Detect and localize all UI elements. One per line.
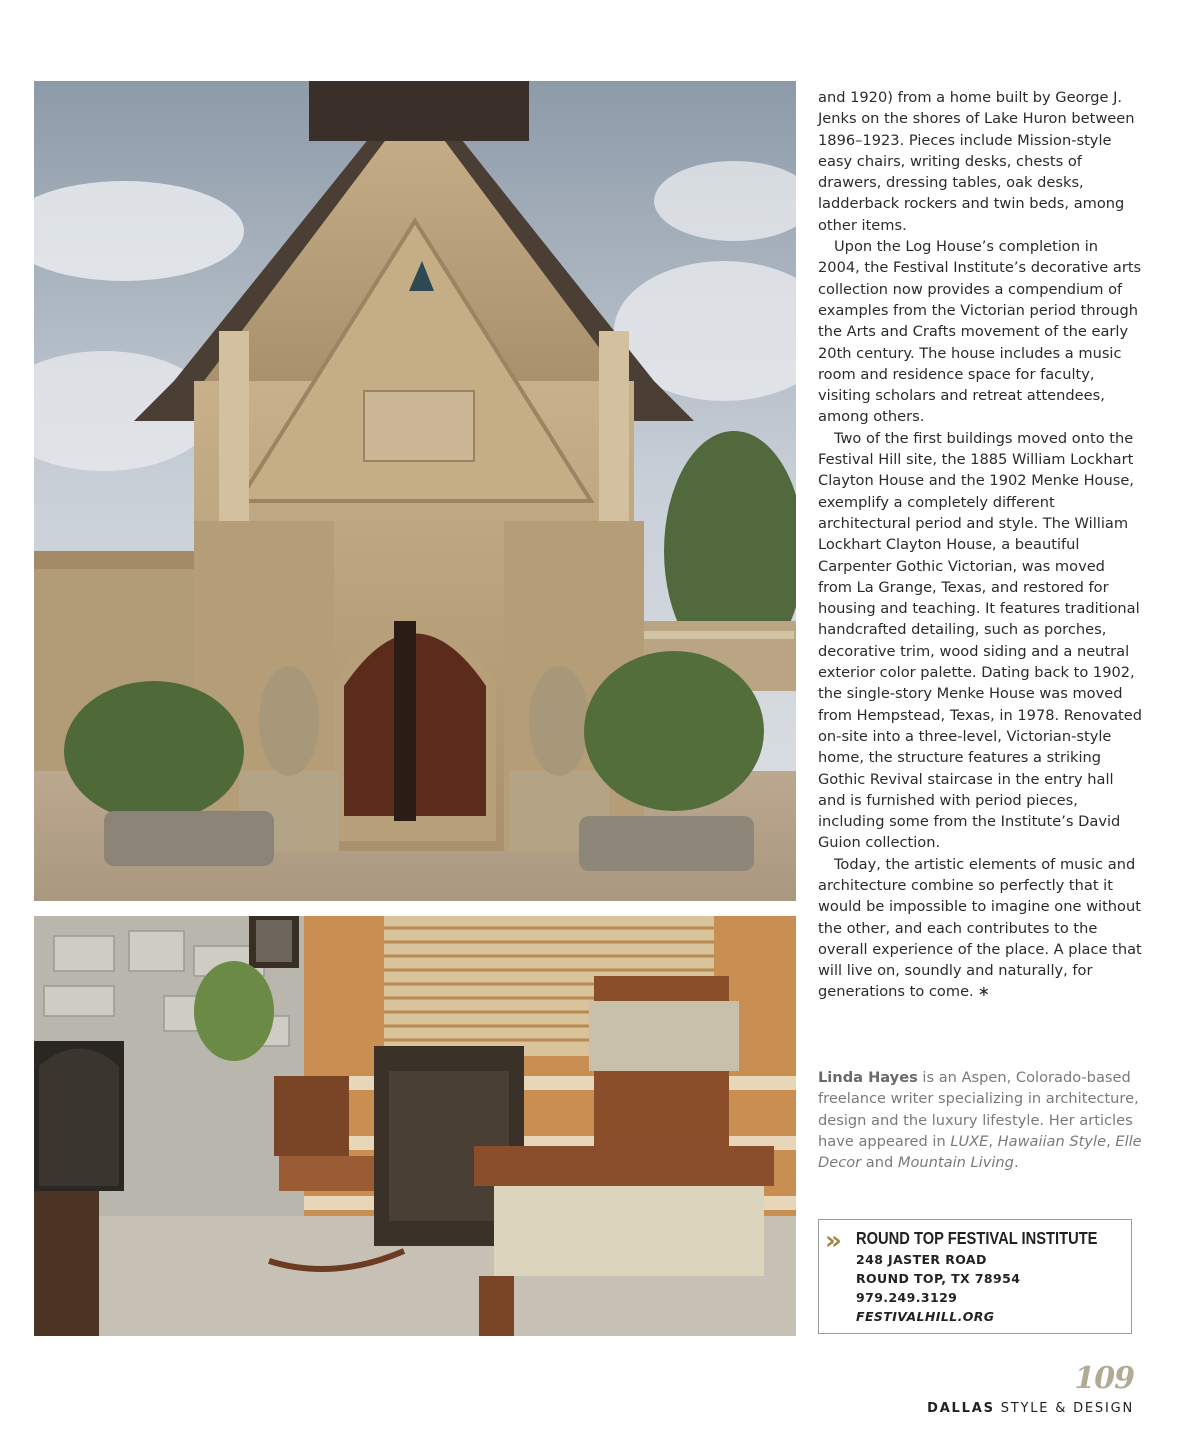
article-paragraph: Two of the first buildings moved onto the Festival Hill site, the 1885 William Lockhart Clayton House and the 1902 Menke House, exemplify a completely different architectural period and style. The William Lockhart Clayton House, a beautiful Carpenter Gothic Victorian, was moved from La Grange, Texas, and restored for housing and teaching. It features traditional handcrafted detailing, such as porches, decorative trim, wood siding and a neutral exterior color palette. Dating back to 1902, the single-story Menke House was moved from Hempstead, Texas, in 1978. Renovated on-site into a three-level, Victorian-style home, the structure features a striking Gothic Revival staircase in the entry hall and is furnished with period pieces, including some from the Institute’s David Guion collection.	[818, 429, 1142, 852]
end-mark: ∗	[977, 983, 990, 1001]
page-number: 109	[1074, 1361, 1134, 1396]
magazine-name-rest: STYLE & DESIGN	[994, 1401, 1134, 1416]
venue-website-link[interactable]: FESTIVALHILL.ORG	[856, 1309, 995, 1324]
article-body	[818, 87, 1143, 1003]
bio-separator: and	[861, 1154, 898, 1172]
interior-photo	[34, 916, 796, 1336]
venue-address-street: 248 JASTER ROAD	[856, 1252, 987, 1267]
chevron-icon: »	[825, 1226, 838, 1256]
article-paragraph: and 1920) from a home built by George J. Jenks on the shores of Lake Huron between 1896–1923. Pieces include Mission-style easy chairs, writing desks, chests of drawers, dressing tables, oak desks, ladderback rockers and twin beds, among other items.	[818, 89, 1135, 234]
magazine-footer	[834, 1401, 1134, 1416]
publication-name: Elle Decor	[818, 1132, 1142, 1172]
venue-phone[interactable]: 979.249.3129	[856, 1290, 958, 1305]
chapel-photo	[34, 81, 796, 901]
article-paragraph: Upon the Log House’s completion in 2004, the Festival Institute’s decorative arts collection now provides a compendium of examples from the Victorian period through the Arts and Crafts movement of the early 20th century. The house includes a music room and residence space for faculty, visiting scholars and retreat attendees, among others.	[818, 238, 1142, 426]
venue-name: ROUND TOP FESTIVAL INSTITUTE	[856, 1228, 1098, 1248]
article-paragraph-last	[818, 854, 1143, 1003]
bio-end: .	[1013, 1154, 1019, 1172]
publication-name: Hawaiian Style	[997, 1132, 1107, 1150]
venue-info-box	[818, 1219, 1132, 1334]
article-paragraph-text: Today, the artistic elements of music and architecture combine so perfectly that it would be impossible to imagine one without the other, and each contributes to the overall experience of the place. A place that will live on, soundly and naturally, for generations to come.	[818, 855, 1142, 1001]
magazine-name-bold: DALLAS	[927, 1401, 995, 1416]
publication-name: Mountain Living	[897, 1154, 1014, 1172]
author-bio	[818, 1067, 1143, 1173]
bio-separator: ,	[988, 1132, 998, 1150]
publication-name: LUXE	[950, 1132, 989, 1150]
author-name: Linda Hayes	[818, 1069, 918, 1086]
bio-separator: ,	[1106, 1132, 1116, 1150]
venue-address-city: ROUND TOP, TX 78954	[856, 1271, 1021, 1286]
bio-text: is an Aspen, Colorado-based freelance writer specializing in architecture, design and the luxury lifestyle. Her articles have appeared in	[818, 1069, 1139, 1150]
